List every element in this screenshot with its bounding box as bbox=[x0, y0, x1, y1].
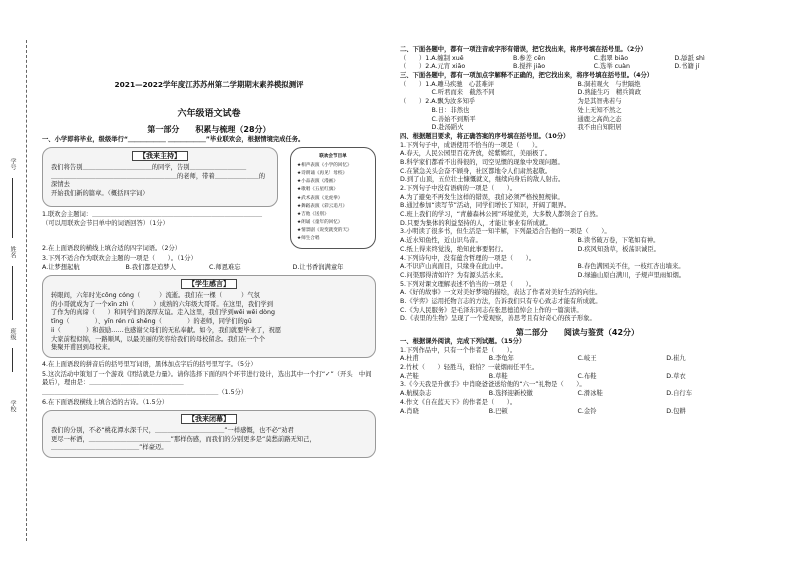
question-item: 4.作文《自在蓝天下》的作者是（ ）。 bbox=[400, 398, 517, 406]
option: B.我们都是追梦人 bbox=[125, 263, 176, 271]
option: B.春色满园关不住，一枝红杏出墙来。 bbox=[577, 263, 685, 271]
speech-line: 的小哥就成为了一个xīn zhì（ ）成熟的六年级大哥哥。在这里，我们学到 bbox=[51, 300, 274, 308]
option: B.洞若观火 与世隔绝 bbox=[577, 80, 641, 88]
section-3-heading: 三、下面各题中，都有一项加点字解释不正确的，把它找出来，将序号填在括号里。（4分） bbox=[400, 72, 654, 80]
section-3-row bbox=[400, 107, 755, 116]
option: B.搅拌 jiǎo bbox=[512, 63, 546, 71]
program-item: ★小品表演《漫画》 bbox=[297, 179, 338, 185]
speech-box-title: 【学生感言】 bbox=[181, 279, 237, 289]
speech-line: 集聚开甫回到母校来。 bbox=[51, 344, 114, 352]
option: （ ）2.A.元宵 xiāo bbox=[400, 63, 466, 71]
option: C.师恩难忘 bbox=[209, 263, 241, 271]
option: C.听君而来 截然不同 bbox=[400, 89, 495, 97]
program-item: ★朗诵《童年的回忆》 bbox=[297, 219, 343, 225]
question-item: A.春天，人民公园里百花齐放，姹紫嫣红，美丽极了。 bbox=[400, 150, 552, 158]
program-item: ★舞蹈表演《彩云追月》 bbox=[297, 203, 348, 209]
question-1: 一、小学即将毕业，级级举行“＿＿＿＿＿＿ ＿＿＿＿＿＿”毕业联欢会，根据情境完成任务。 bbox=[42, 135, 305, 143]
option: A.航模杂志 bbox=[400, 390, 432, 398]
option: 我不由自知阳居 bbox=[577, 124, 622, 132]
host-line: 我们将告别＿＿＿＿＿＿＿＿＿＿＿的同学，告别＿＿＿＿＿＿＿＿＿ bbox=[51, 164, 247, 171]
binding-label-class: 班级 bbox=[9, 328, 16, 340]
option: D.包耕 bbox=[666, 407, 686, 415]
binding-label-student-id: 学号 bbox=[9, 158, 16, 170]
question-item: C.《为人民服务》是毛泽东同志在张思德追悼会上作的一篇演讲。 bbox=[400, 306, 583, 314]
host-line: ＿＿＿＿＿＿＿＿＿＿＿＿＿＿＿＿＿＿＿＿的老师，带着＿＿＿＿＿＿＿的深情去 bbox=[51, 172, 266, 189]
option: D.赴汤蹈火 bbox=[400, 124, 464, 132]
part-two-heading: 第二部分 阅读与鉴赏（42分） bbox=[515, 328, 640, 337]
options-row bbox=[400, 246, 755, 255]
option: D.书籍 jí bbox=[674, 63, 700, 71]
speech-line: 转眼间，六年时光cōng cóng（ ）流逝。我们在一棵（ ）气氛 bbox=[51, 292, 260, 300]
question-item: C.在紧急关头会奋不顾身，社区都地令人们肃然起敬。 bbox=[400, 167, 552, 175]
farewell-line: ＿＿＿＿＿＿＿＿＿＿＿＿＿＿”样豪迈。 bbox=[51, 444, 168, 452]
speech-line: ii（ ）和鼓励……也感谢父母们的无私奉献。如今，我们就要毕业了，祝愿 bbox=[51, 326, 282, 334]
question-item: B.通过参加“读写节”活动，同学们增长了知识，开阔了眼界。 bbox=[400, 202, 571, 210]
option: （ ）1.A.缠制 xuē bbox=[400, 54, 464, 62]
farewell-line: 更尽一杯酒，＿＿＿＿＿＿＿＿＿＿＿＿＿”那样伤感，而我们的分别更多是“莫愁前路无知己， bbox=[51, 435, 316, 443]
host-section bbox=[42, 147, 376, 244]
binding-margin bbox=[0, 0, 40, 561]
part-one-heading: 第一部分 积累与梳理（28分） bbox=[147, 124, 271, 134]
section-4-heading: 四、根据题目要求，将正确答案的序号填在括号里。（10分） bbox=[400, 132, 570, 140]
question-item: B.《学弈》运用托物言志的方法，告诉我们只有专心致志才能有所成就。 bbox=[400, 297, 602, 305]
question-1-2: 2.在上面语段的横线上填合适的四字词语。（2分） bbox=[42, 245, 182, 253]
question-1-3: 3.下列不适合作为联欢会主题的一项是（ ）。（1分） bbox=[42, 255, 197, 263]
binding-line bbox=[12, 348, 13, 372]
program-item: ★相声表演《小学的回忆》 bbox=[297, 163, 352, 169]
binding-label-school: 学校 bbox=[9, 400, 16, 412]
option: 处上无知不然之 bbox=[577, 106, 622, 114]
question-item: D.只要为集体的利益坚持的人，才能让事业有所成就。 bbox=[400, 219, 552, 227]
options-row bbox=[400, 263, 755, 272]
question-item: D.到了山顶，五位壮士慷慨就义，继续向身后的敌人射击。 bbox=[400, 176, 565, 184]
option: B.读书破万卷，下笔如有神。 bbox=[577, 237, 660, 245]
option: A.让梦想起航 bbox=[42, 263, 80, 271]
program-item: ★歌唱《五星红旗》 bbox=[297, 187, 338, 193]
option: D.熟能生巧 精兵简政 bbox=[577, 89, 642, 97]
option: D.绿遍山原白满川，子规声里雨如烟。 bbox=[577, 271, 686, 279]
section-3-row bbox=[400, 124, 755, 133]
farewell-box-title: 【我来闭幕】 bbox=[181, 414, 237, 424]
program-notes bbox=[290, 147, 376, 248]
farewell-box bbox=[42, 410, 376, 458]
question-item: A.为了避免不再发生这样的错误，我们必须严格按照规律。 bbox=[400, 193, 564, 201]
option: D.自行车 bbox=[666, 390, 692, 398]
farewell-line: 我们的分别，不必“桃花潭水深千尺，＿＿＿＿＿＿＿＿＿＿＿”一样感慨，也不必“劝君 bbox=[51, 426, 294, 434]
option: D.崔九 bbox=[666, 355, 686, 363]
program-item: ★吉他《送别》 bbox=[297, 211, 329, 217]
section-3-row bbox=[400, 116, 755, 125]
option: C.善始不到斯平 bbox=[400, 115, 476, 123]
option: C.选举 cuàn bbox=[593, 63, 630, 71]
question-5: 5.这次活动中策划了一个游戏《团结就是力量》。请你选择下面的四个环节进行设计，选出其中一个打“✓”（开头 中间 最后），理由是：＿＿＿＿＿＿＿＿＿＿＿＿＿＿＿ bbox=[42, 370, 378, 387]
option: A.芒鞋 bbox=[400, 372, 419, 380]
program-notes-title: 联欢会节目单 bbox=[319, 154, 347, 160]
options-row bbox=[400, 390, 755, 399]
option: 通鹿之高尚之态 bbox=[577, 115, 622, 123]
question-item: 4.下列诗句中，没有蕴含哲理的一项是（ ）。 bbox=[400, 254, 536, 262]
option: （ ）1.A.雕马疾驰 心甚难评 bbox=[400, 80, 495, 88]
question-6: 6.在下面语段横线上填合适的古诗。（1.5分） bbox=[42, 398, 169, 406]
option: A.肖晓 bbox=[400, 407, 419, 415]
host-box-title: 【我来主持】 bbox=[132, 151, 188, 161]
option: B.日：非然也 bbox=[400, 106, 470, 114]
option: B.李龟年 bbox=[488, 355, 514, 363]
question-item: 1.下列作品中，只有一个作者是（ ）。 bbox=[400, 346, 517, 354]
binding-line bbox=[12, 266, 13, 320]
speech-line: 了作为的真谛（ ）和同学们的深厚友谊。走入这里，我们学到wēi wēi dòng bbox=[51, 309, 275, 317]
program-item: ★诗朗诵《再见！母校》 bbox=[297, 171, 348, 177]
question-4: 4.在上面语段的拼音后的括号里写词语，黑体加点字后的括号里写字。（5分） bbox=[42, 360, 257, 368]
options-row bbox=[400, 355, 755, 364]
option: D.让书香润满童年 bbox=[292, 263, 344, 271]
reading-section-heading: 一、根据课外阅读，完成下列试题。（15分） bbox=[400, 338, 526, 346]
host-line: 开始我们新的篇章。（概括四字词） bbox=[51, 190, 149, 198]
question-1-1-hint: （可以用联欢会节目单中的词语回答）（1分） bbox=[42, 220, 169, 228]
option: A.近水知鱼性，近山识鸟音。 bbox=[400, 237, 482, 245]
exam-subtitle: 六年级语文试卷 bbox=[177, 109, 241, 120]
question-item: 3.小明读了很多书，但生活是一知半解，下列最适合告他的一项是（ ）。 bbox=[400, 228, 611, 236]
option: B.选择迎新校徽 bbox=[488, 390, 533, 398]
option: A.不识庐山真面目，只缘身在此山中。 bbox=[400, 263, 507, 271]
question-item: D.《表里的生物》呈现了一个爱观察，善思考且有好奇心的孩子形象。 bbox=[400, 315, 596, 323]
option: C.翡翠 biāo bbox=[593, 54, 629, 62]
binding-line bbox=[12, 178, 13, 238]
option: B.草鞋 bbox=[488, 372, 508, 380]
speech-line: 大家前程似锦，一路顺风，以最美丽的笑容给我们的母校留念。我们在一个个 bbox=[51, 335, 266, 343]
question-item: 2.竹杖（ ）轻胜马，谁怕？一蓑烟雨任平生。 bbox=[400, 364, 539, 372]
question-item: 1.下列句子中，成语使用不恰当的一项是（ ）。 bbox=[400, 141, 542, 149]
option: A.杜甫 bbox=[400, 355, 419, 363]
question-item: 2.下列句子中没有语病的一项是（ ）。 bbox=[400, 185, 517, 192]
option: C.布鞋 bbox=[577, 372, 597, 380]
question-1-3-options bbox=[42, 264, 376, 273]
section-2-row bbox=[400, 63, 755, 72]
speech-box bbox=[42, 275, 376, 357]
options-row bbox=[400, 272, 755, 281]
question-5-cont: ＿＿＿＿＿＿＿＿＿＿＿＿＿＿＿＿＿＿＿＿＿＿＿＿＿＿＿＿（1.5分） bbox=[42, 388, 248, 396]
options-row bbox=[400, 237, 755, 246]
question-item: C.班上我们的学习，“青藤森林公园”环境优美，大多数人都领会了自然。 bbox=[400, 211, 602, 219]
question-item: A.《好的故事》一文对美好梦境的描绘，表达了作者对美好生活的向往。 bbox=[400, 289, 602, 297]
option: 为是其智弗若与 bbox=[577, 98, 622, 106]
option: C.问渠那得清如许？为有源头活水来。 bbox=[400, 271, 508, 279]
right-column bbox=[400, 46, 755, 416]
question-1-1: 1.联欢会主题词：＿＿＿＿＿＿＿＿＿＿＿＿＿＿＿＿＿＿＿＿＿＿＿＿＿＿＿ bbox=[42, 211, 263, 219]
option: D.疾风知劲草，板荡识诚臣。 bbox=[577, 245, 660, 253]
section-3-row bbox=[400, 89, 755, 98]
speech-line: tīng（ ）、yīn rén rú shēng（ ）的老师，同学们的gū bbox=[51, 318, 252, 326]
options-row bbox=[400, 408, 755, 417]
question-item: 5.下列对课文理解表述不恰当的一项是（ ）。 bbox=[400, 280, 536, 288]
option: D.草衣 bbox=[666, 372, 686, 380]
option: C.岐王 bbox=[577, 355, 597, 363]
option: C.纸上得来终觉浅，绝知此事要躬行。 bbox=[400, 245, 508, 253]
option: C.滑冰鞋 bbox=[577, 390, 603, 398]
option: （ ）2.A.飘为汝多知乎 bbox=[400, 98, 476, 106]
exam-title: 2021—2022学年度江苏苏州第二学期期末素养模拟测评 bbox=[114, 80, 304, 89]
option: B.巴顿 bbox=[488, 407, 508, 415]
left-column bbox=[42, 44, 376, 461]
option: C.金铃 bbox=[577, 407, 597, 415]
section-2-heading: 二、下面各题中，都有一项注音或字形有错误，把它找出来，将序号填在括号里。（2分） bbox=[400, 46, 647, 53]
program-item: ★情景剧《说变就变的天》 bbox=[297, 227, 352, 233]
question-item: B.科学家们都看不出得很的，司空见惯的现象中发现问题。 bbox=[400, 158, 564, 166]
section-3-row bbox=[400, 98, 755, 107]
option: B.参差 cēn bbox=[512, 54, 546, 62]
option: D.舔舐 shì bbox=[674, 54, 705, 62]
host-box bbox=[42, 147, 278, 207]
question-item: 3.《今天我是升旗手》中肖晓爸爸送给他的“六一”礼物是（ ）。 bbox=[400, 381, 586, 389]
program-item: ★武术表演《龙虎拳》 bbox=[297, 195, 343, 201]
binding-dashed-line bbox=[26, 40, 27, 541]
binding-label-name: 姓名 bbox=[9, 246, 16, 258]
program-item: ★师生合唱 bbox=[297, 235, 320, 241]
